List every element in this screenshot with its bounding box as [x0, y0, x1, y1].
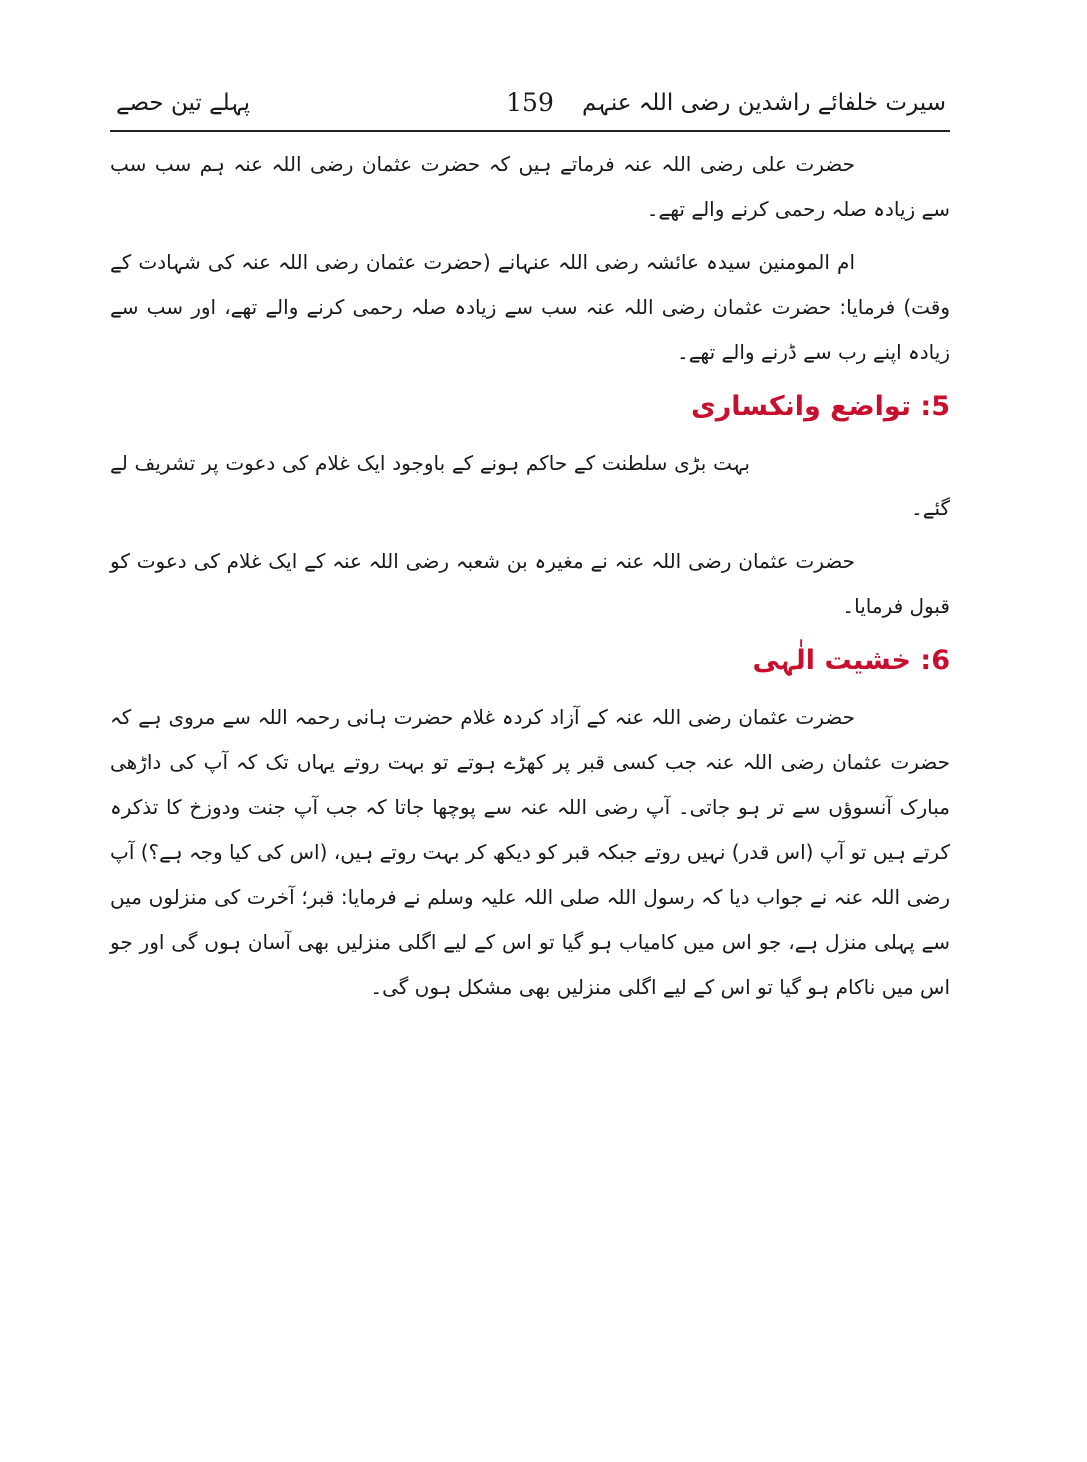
section-heading-humility: 5: تواضع وانکساری	[690, 391, 950, 422]
page-number: 159	[506, 88, 554, 117]
paragraph-aisha-quote: ام المومنین سیدہ عائشہ رضی اللہ عنہانے (حضرت عثمان رضی اللہ عنہ کی شہادت کے وقت) فرمایا: حضرت عثمان رضی اللہ عنہ سب سے زیادہ صلہ رحمی کرنے والے تھے، اور سب سے زیادہ اپنے رب سے ڈرنے والے تھے۔	[110, 250, 950, 364]
section-heading-fear-of-god: 6: خشیت الٰہی	[752, 645, 950, 676]
section-label: پہلے تین حصے	[116, 90, 251, 116]
paragraph-humility-1: بہت بڑی سلطنت کے حاکم ہونے کے باوجود ایک غلام کی دعوت پر تشریف لے گئے۔	[110, 451, 950, 520]
page-body	[110, 142, 950, 1018]
paragraph-ali-quote: حضرت علی رضی اللہ عنہ فرماتے ہیں کہ حضرت عثمان رضی اللہ عنہ ہم سب سب سے زیادہ صلہ رحمی کرنے والے تھے۔	[110, 152, 950, 221]
page-header	[110, 88, 950, 132]
paragraph-fear-of-god: حضرت عثمان رضی اللہ عنہ کے آزاد کردہ غلام حضرت ہانی رحمہ اللہ سے مروی ہے کہ حضرت عثمان رضی اللہ عنہ جب کسی قبر پر کھڑے ہوتے تو بہت روتے یہاں تک کہ آپ کی داڑھی مبارک آنسوؤں سے تر ہو جاتی۔ آپ رضی اللہ عنہ سے پوچھا جاتا کہ جب آپ جنت ودوزخ کا تذکرہ کرتے ہیں تو آپ (اس قدر) نہیں روتے جبکہ قبر کو دیکھ کر بہت روتے ہیں، (اس کی کیا وجہ ہے؟) آپ رضی اللہ عنہ نے جواب دیا کہ رسول اللہ صلی اللہ علیہ وسلم نے فرمایا: قبر؛ آخرت کی منزلوں میں سے پہلی منزل ہے، جو اس میں کامیاب ہو گیا تو اس کے لیے اگلی منزلیں بھی آسان ہوں گی اور جو اس میں ناکام ہو گیا تو اس کے لیے اگلی منزلیں بھی مشکل ہوں گی۔	[110, 705, 950, 999]
book-title: سیرت خلفائے راشدین رضی اللہ عنہم	[582, 90, 946, 116]
paragraph-humility-2: حضرت عثمان رضی اللہ عنہ نے مغیرہ بن شعبہ رضی اللہ عنہ کے ایک غلام کی دعوت کو قبول فرمایا۔	[110, 549, 950, 618]
